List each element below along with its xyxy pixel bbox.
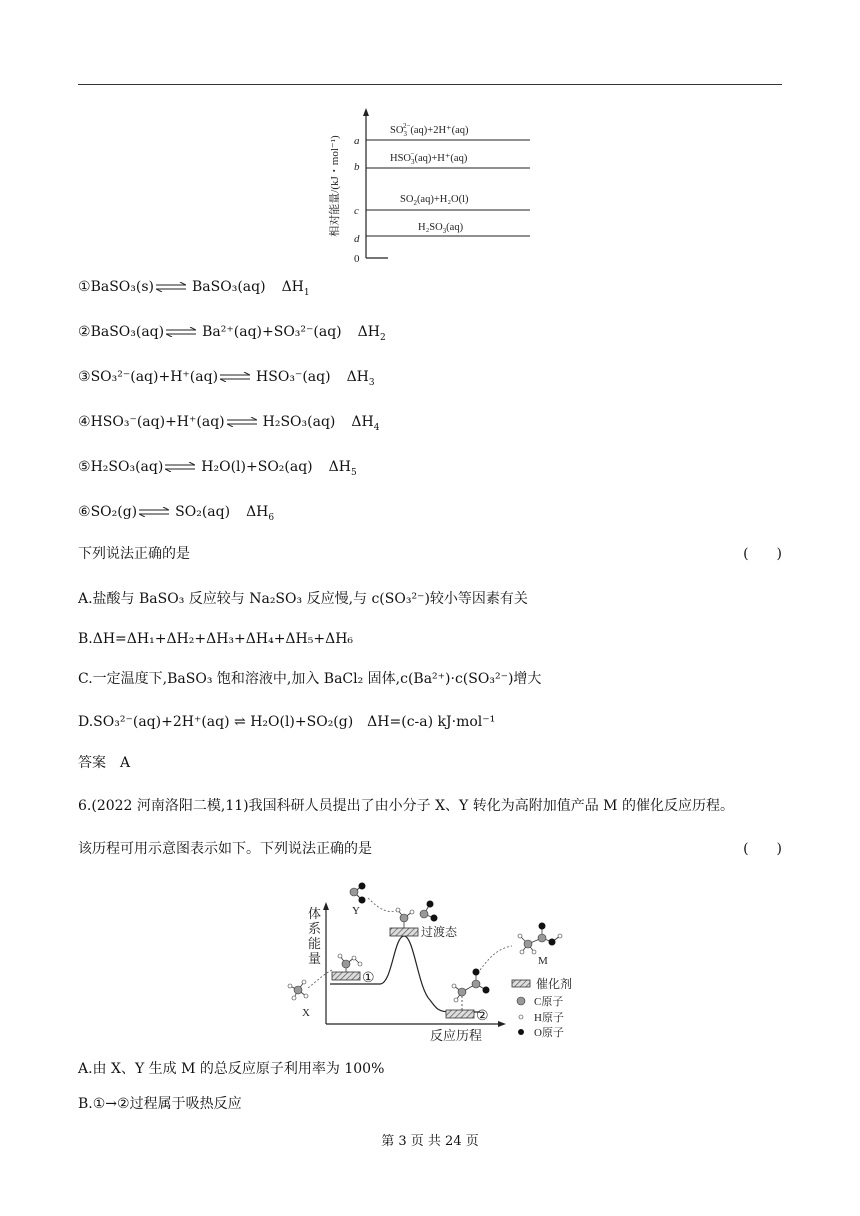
level-letter: b xyxy=(354,161,360,173)
reaction-line xyxy=(78,278,310,302)
label-y: Y xyxy=(352,905,360,917)
level-letter: d xyxy=(354,233,360,245)
reaction-line xyxy=(78,413,379,437)
reaction-dh: $\Delta H_3$ xyxy=(346,369,375,388)
equilibrium-arrow-icon xyxy=(220,372,250,382)
adsorbed-intermediate-2 xyxy=(452,969,490,1011)
energy-level-c xyxy=(354,194,530,217)
energy-level-b xyxy=(354,150,530,173)
q5-answer-paren: ( ) xyxy=(743,546,782,562)
q6-stem-line2: 该历程可用示意图表示如下。下列说法正确的是 xyxy=(78,841,372,857)
level-label: $H_2SO_3(aq)$ xyxy=(418,222,464,235)
equilibrium-arrow-icon xyxy=(156,282,186,292)
catalyst-block-ts xyxy=(390,928,418,936)
page-footer: 第 3 页 共 24 页 xyxy=(381,1134,479,1149)
level-letter: c xyxy=(354,205,359,217)
ts-label: 过渡态 xyxy=(421,925,458,939)
reaction-number: ② xyxy=(78,324,91,340)
reaction-rhs: BaSO₃(aq) xyxy=(192,279,266,295)
q6-option-b: B.①→②过程属于吸热反应 xyxy=(78,1096,242,1112)
reaction-dh: $\Delta H_4$ xyxy=(351,414,380,433)
equilibrium-arrow-icon xyxy=(165,462,195,472)
q6-option-a: A.由 X、Y 生成 M 的总反应原子利用率为 100% xyxy=(78,1061,385,1077)
reaction-lhs: SO₃²⁻(aq)+H⁺(aq) xyxy=(90,369,219,385)
label-m: M xyxy=(538,955,548,967)
level-letter: a xyxy=(354,135,360,147)
reaction-lhs: HSO₃⁻(aq)+H⁺(aq) xyxy=(90,414,225,430)
level-label: $HSO_3-(aq)+H^+(aq)$ xyxy=(390,150,468,166)
step2-label: ② xyxy=(476,1009,489,1024)
fig2-ylabel-2: 系 xyxy=(308,921,322,936)
label-x: X xyxy=(302,1007,310,1019)
fig2-xlabel: 反应历程 xyxy=(430,1028,483,1043)
reaction-line xyxy=(78,368,375,392)
legend-catalyst: 催化剂 xyxy=(536,977,573,991)
catalyst-block-1 xyxy=(332,972,360,980)
reaction-line xyxy=(78,503,274,527)
fig2-ylabel-4: 量 xyxy=(308,951,322,966)
reaction-pathway-diagram xyxy=(280,870,590,1050)
reaction-line xyxy=(78,458,357,482)
step1-label: ① xyxy=(362,971,375,986)
reaction-lhs: SO₂(g) xyxy=(90,504,138,520)
reaction-number: ④ xyxy=(78,414,91,430)
q6-answer-paren: ( ) xyxy=(743,841,782,857)
fig2-ylabel-3: 能 xyxy=(308,936,322,951)
q5-option-d: D.SO₃²⁻(aq)+2H⁺(aq) ⇌ H₂O(l)+SO₂(g) ΔH=(c-a) kJ·mol⁻¹ xyxy=(78,714,496,730)
reaction-lhs: BaSO₃(s) xyxy=(90,279,154,295)
equilibrium-arrow-icon xyxy=(227,417,257,427)
reaction-number: ⑥ xyxy=(78,504,91,520)
transition-state-molecule xyxy=(396,901,438,929)
legend xyxy=(512,976,572,1039)
reaction-lhs: BaSO₃(aq) xyxy=(90,324,165,340)
q5-answer: 答案 A xyxy=(78,755,131,771)
reaction-lhs: H₂SO₃(aq) xyxy=(90,459,164,475)
reaction-line xyxy=(78,323,386,347)
reaction-dh: $\Delta H_5$ xyxy=(328,459,357,478)
reaction-rhs: Ba²⁺(aq)+SO₃²⁻(aq) xyxy=(202,324,342,340)
reaction-number: ⑤ xyxy=(78,459,91,475)
level-label: $SO_2(aq)+H_2O(l)$ xyxy=(400,194,469,207)
reaction-dh: $\Delta H_6$ xyxy=(246,504,275,523)
level-label: $SO_32-(aq)+2H^+(aq)$ xyxy=(390,122,469,138)
molecule-x xyxy=(288,980,310,1019)
header-rule xyxy=(78,84,782,85)
fig1-zero: 0 xyxy=(354,253,360,264)
legend-c-atom: C原子 xyxy=(534,996,564,1008)
reaction-number: ③ xyxy=(78,369,91,385)
adsorbed-intermediate-1 xyxy=(338,954,362,972)
q5-option-b: B.ΔH=ΔH₁+ΔH₂+ΔH₃+ΔH₄+ΔH₅+ΔH₆ xyxy=(78,631,354,647)
equilibrium-arrow-icon xyxy=(166,327,196,337)
reaction-rhs: SO₂(aq) xyxy=(175,504,231,520)
q5-stem: 下列说法正确的是 xyxy=(78,546,190,562)
q6-stem-line1: 6.(2022 河南洛阳二模,11)我国科研人员提出了由小分子 X、Y 转化为高附加值产品 M 的催化反应历程。 xyxy=(78,798,734,814)
reaction-rhs: H₂SO₃(aq) xyxy=(262,414,336,430)
q5-option-a: A.盐酸与 BaSO₃ 反应较与 Na₂SO₃ 反应慢,与 c(SO₃²⁻)较小等因素有关 xyxy=(78,591,528,607)
reaction-rhs: H₂O(l)+SO₂(aq) xyxy=(201,459,313,475)
fig2-ylabel-1: 体 xyxy=(308,906,322,921)
reaction-dh: $\Delta H_2$ xyxy=(357,324,386,343)
reaction-rhs: HSO₃⁻(aq) xyxy=(256,369,331,385)
energy-level-a xyxy=(354,122,530,147)
energy-level-diagram xyxy=(318,108,538,264)
molecule-m xyxy=(518,923,562,968)
q5-option-c: C.一定温度下,BaSO₃ 饱和溶液中,加入 BaCl₂ 固体,c(Ba²⁺)·c(SO₃²⁻)增大 xyxy=(78,671,542,687)
legend-o-atom: O原子 xyxy=(534,1027,564,1039)
reaction-number: ① xyxy=(78,279,91,295)
fig1-ylabel: 相对能量/(kJ・mol⁻¹) xyxy=(329,135,341,237)
energy-level-d xyxy=(354,222,530,245)
equilibrium-arrow-icon xyxy=(139,507,169,517)
catalyst-block-2 xyxy=(446,1010,474,1018)
reaction-dh: $\Delta H_1$ xyxy=(281,279,310,298)
molecule-y xyxy=(350,883,366,918)
legend-h-atom: H原子 xyxy=(534,1012,564,1024)
